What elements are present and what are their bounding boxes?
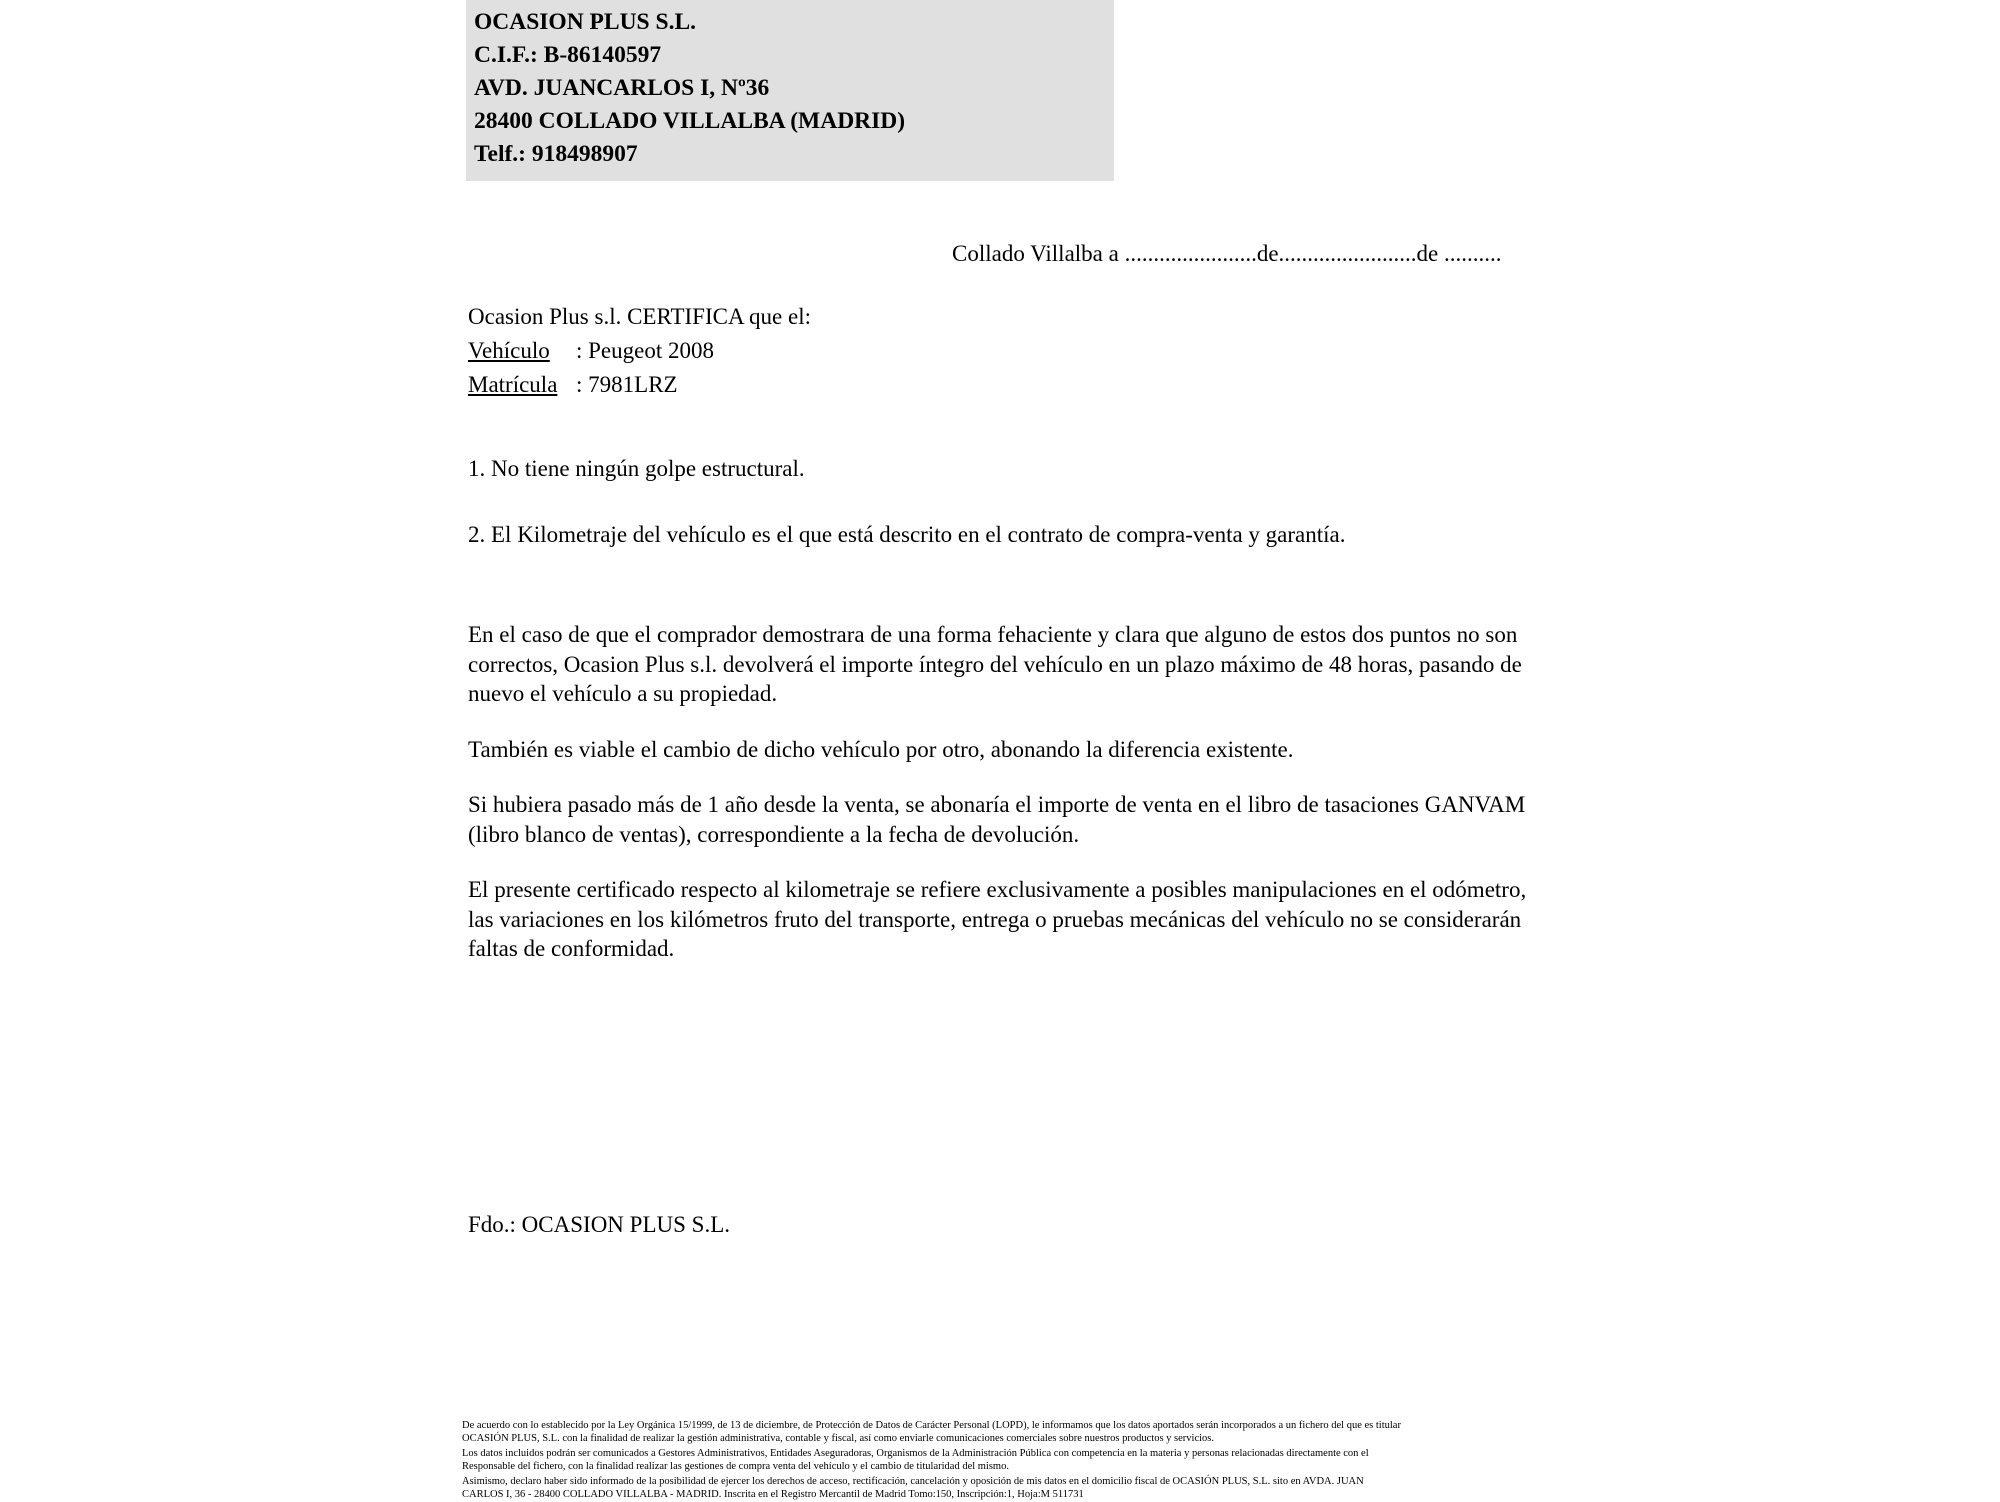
legal-footer-line-4: Responsable del fichero, con la finalidad realizar las gestiones de compra venta del vehículo y el cambio de titularidad del mismo. <box>462 1460 1009 1472</box>
legal-footer-line-6: CARLOS I, 36 - 28400 COLLADO VILLALBA - MADRID. Inscrita en el Registro Mercantil de Madrid Tomo:150, Inscripción:1, Hoja:M 511731 <box>462 1488 1084 1500</box>
legal-footer-line-5: Asimismo, declaro haber sido informado de la posibilidad de ejercer los derechos de acceso, rectificación, cancelación y oposición de mis datos en el domicilio fiscal de OCASIÓN PLUS, S.L. sito en AVDA. JUAN <box>462 1476 1364 1488</box>
vehicle-value: : Peugeot 2008 <box>576 338 714 363</box>
body-text <box>468 620 1528 990</box>
certifies-intro: Ocasion Plus s.l. CERTIFICA que el: <box>468 304 811 329</box>
letterhead-phone: Telf.: 918498907 <box>474 141 638 167</box>
plate-row <box>468 368 811 402</box>
letterhead-address: AVD. JUANCARLOS I, Nº36 <box>474 75 770 101</box>
plate-label: Matrícula <box>468 372 558 397</box>
vehicle-label: Vehículo <box>468 338 550 363</box>
plate-value: : 7981LRZ <box>576 372 678 397</box>
vehicle-row <box>468 334 811 368</box>
body-paragraph-2: También es viable el cambio de dicho vehículo por otro, abonando la diferencia existente. <box>468 736 1294 762</box>
certifies-block <box>468 300 811 402</box>
place-date-line: Collado Villalba a .......................de........................de .......... <box>952 241 1502 266</box>
legal-footer-line-1: De acuerdo con lo establecido por la Ley Orgánica 15/1999, de 13 de diciembre, de Protección de Datos de Carácter Personal (LOPD), le informamos que los datos aportados serán incorporados a un fichero del que es titular <box>462 1420 1401 1431</box>
letterhead-city: 28400 COLLADO VILLALBA (MADRID) <box>474 108 906 134</box>
certified-point-1: 1. No tiene ningún golpe estructural. <box>468 456 805 481</box>
legal-footer <box>462 1420 1557 1502</box>
letterhead-company: OCASION PLUS S.L. <box>474 9 696 35</box>
body-paragraph-1: En el caso de que el comprador demostrara de una forma fehaciente y clara que alguno de estos dos puntos no son correctos, Ocasion Plus s.l. devolverá el importe íntegro del vehículo en un plazo máximo de 48 horas, pasando de nuevo el vehículo a su propiedad. <box>468 622 1522 706</box>
body-paragraph-4: El presente certificado respecto al kilometraje se refiere exclusivamente a posibles manipulaciones en el odómetro, las variaciones en los kilómetros fruto del transporte, entrega o pruebas mecánicas del vehículo no se considerarán faltas de conformidad. <box>468 877 1527 961</box>
letterhead-block <box>466 0 1114 181</box>
signature-line: Fdo.: OCASION PLUS S.L. <box>468 1212 730 1237</box>
legal-footer-line-2: OCASIÓN PLUS, S.L. con la finalidad de realizar la gestión administrativa, contable y fiscal, así como enviarle comunicaciones comerciales sobre nuestros productos y servicios. <box>462 1432 1214 1444</box>
legal-footer-line-3: Los datos incluidos podrán ser comunicados a Gestores Administrativos, Entidades Aseguradoras, Organismos de la Administración Pública con competencia en la materia y personas relacionadas directamente con el <box>462 1448 1369 1460</box>
letterhead-cif: C.I.F.: B-86140597 <box>474 42 662 68</box>
certified-point-2: 2. El Kilometraje del vehículo es el que está descrito en el contrato de compra-venta y garantía. <box>468 522 1346 547</box>
body-paragraph-3: Si hubiera pasado más de 1 año desde la venta, se abonaría el importe de venta en el libro de tasaciones GANVAM (libro blanco de ventas), correspondiente a la fecha de devolución. <box>468 792 1526 847</box>
certified-points-list <box>468 455 1568 587</box>
